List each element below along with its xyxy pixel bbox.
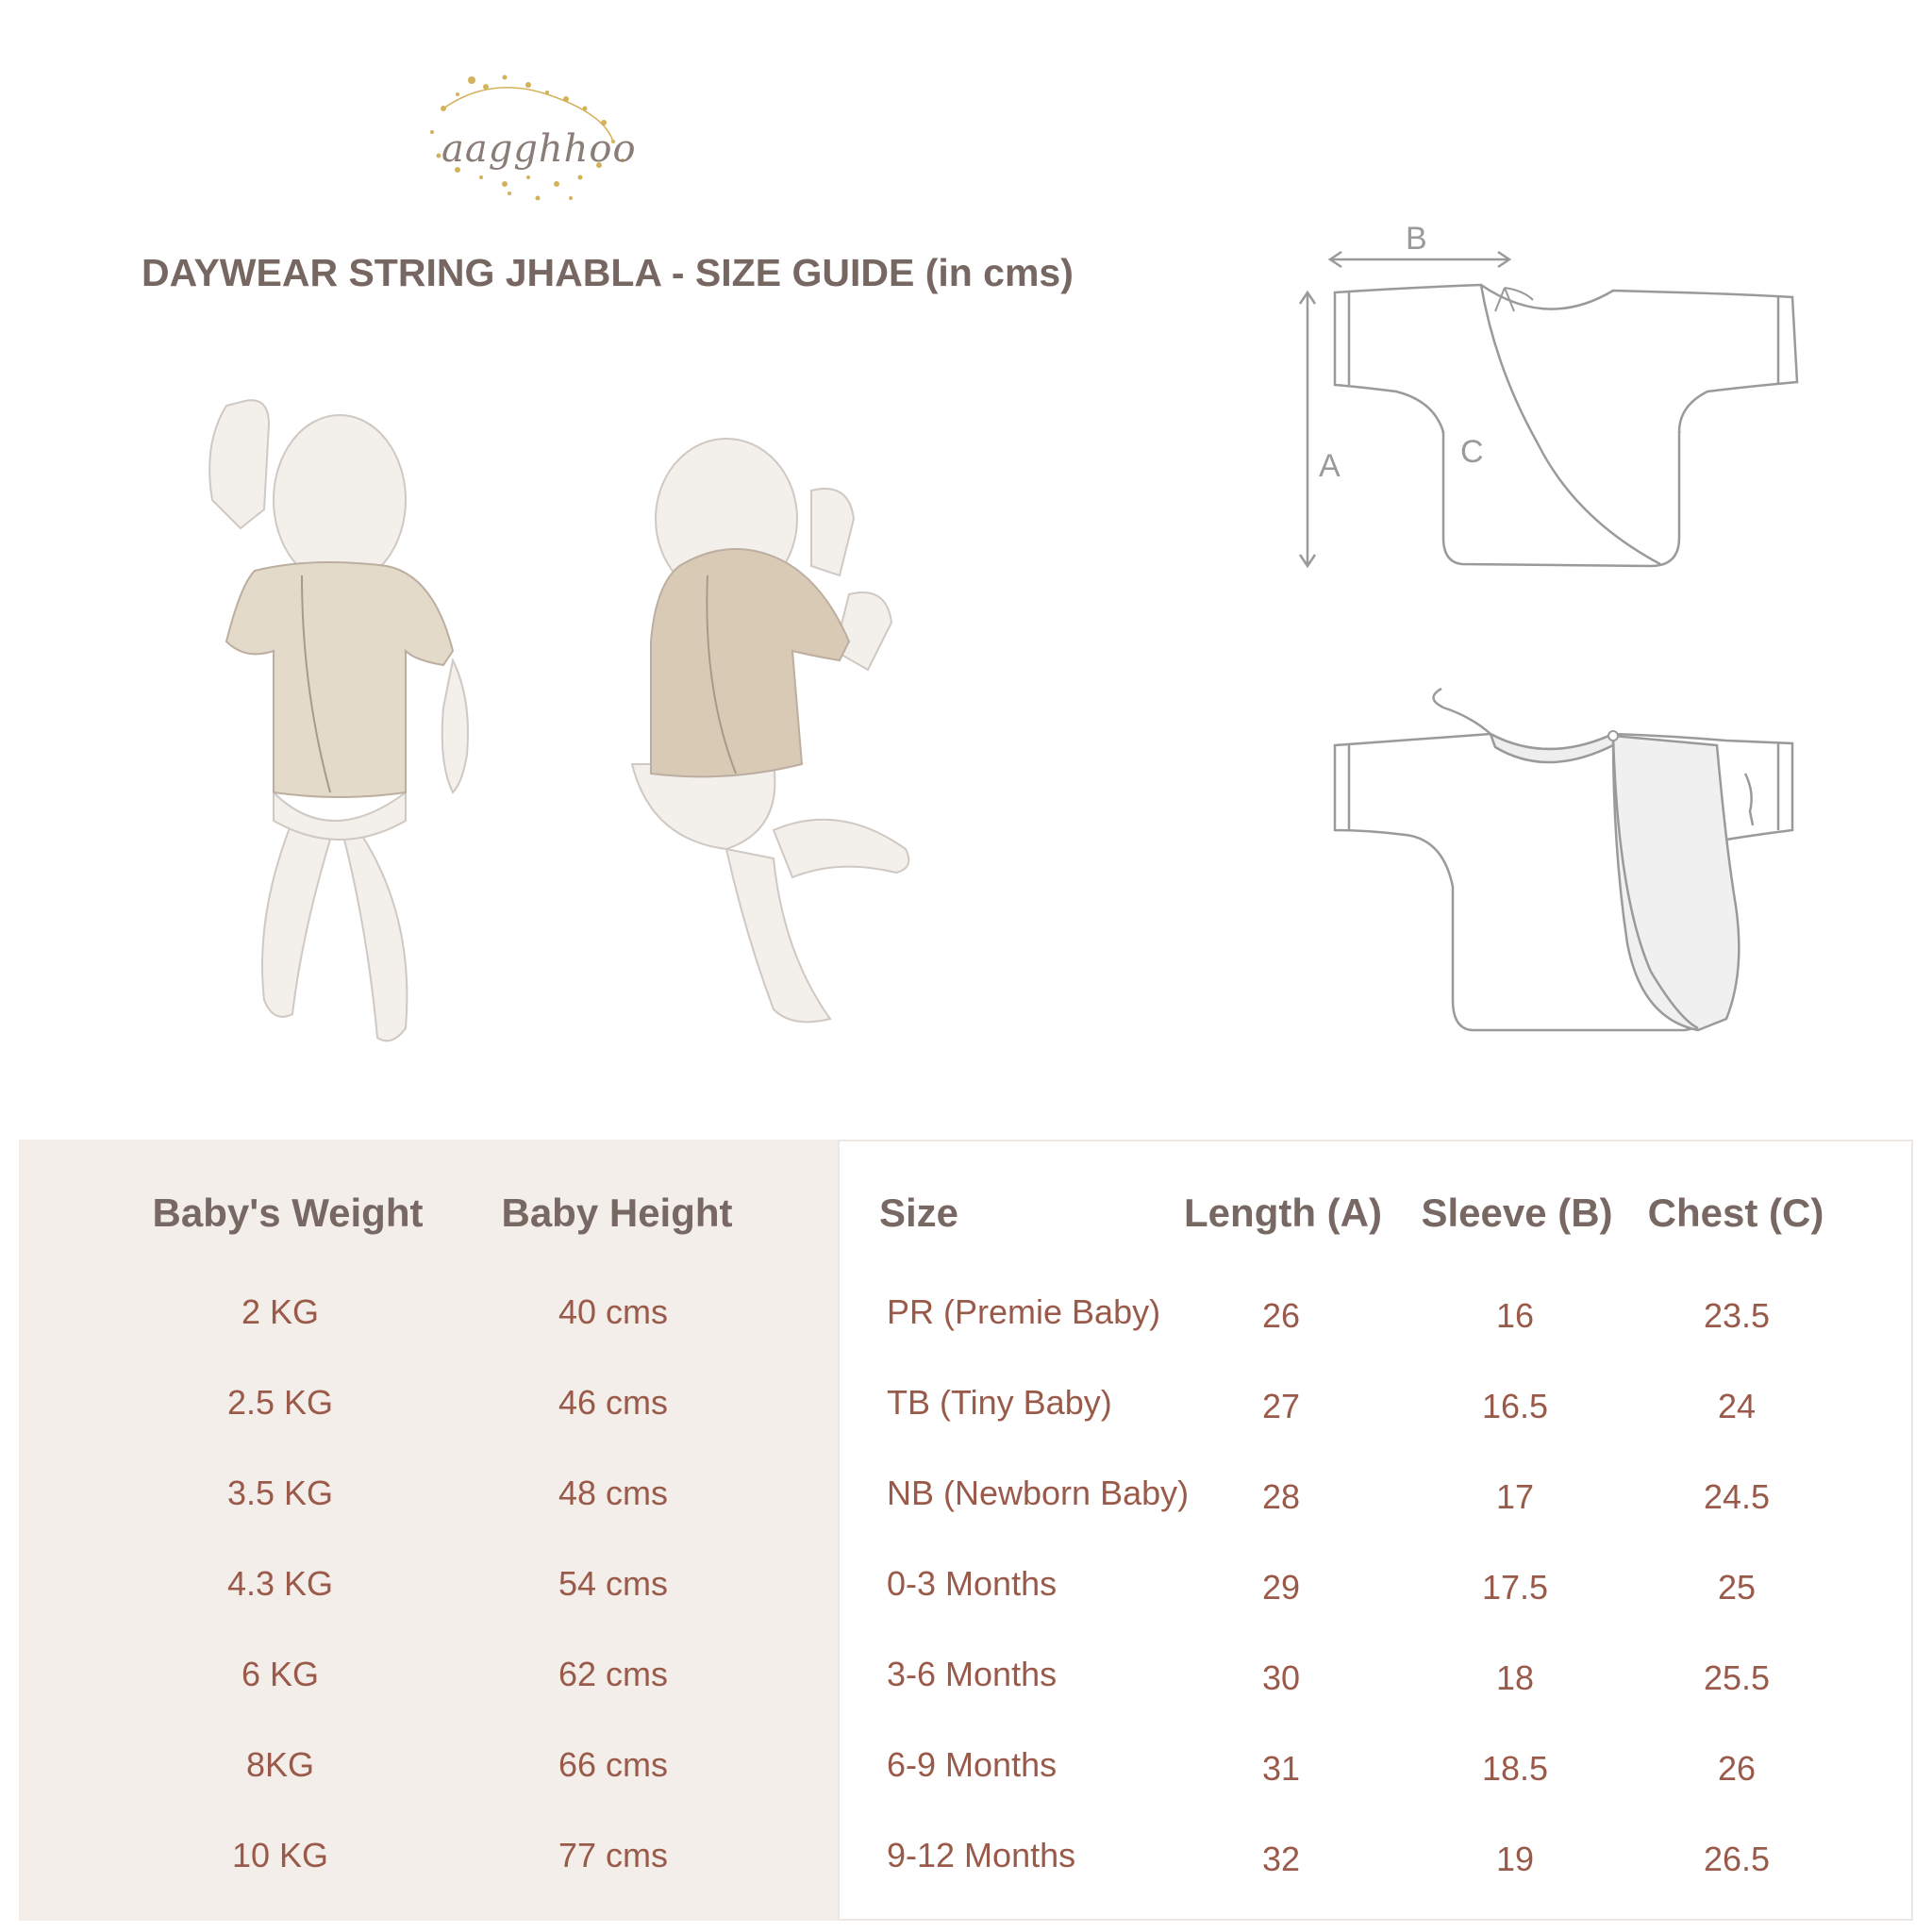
table-cell-height: 77 cms <box>558 1836 669 1874</box>
table-cell-height: 66 cms <box>558 1745 669 1784</box>
table-cell-height: 54 cms <box>558 1564 669 1603</box>
garment-open-diagram <box>1302 660 1811 1057</box>
table-cell-weight: 3.5 KG <box>226 1474 334 1512</box>
table-cell-chest: 25.5 <box>1703 1658 1771 1697</box>
table-cell-length: 27 <box>1261 1387 1301 1425</box>
table-cell-length: 31 <box>1261 1749 1301 1788</box>
dimension-label-c: C <box>1460 434 1484 470</box>
table-cell-weight: 6 KG <box>241 1655 320 1693</box>
baby-front-illustration <box>189 387 519 1047</box>
table-cell-sleeve: 17 <box>1495 1477 1535 1516</box>
table-cell-weight: 10 KG <box>231 1836 329 1874</box>
table-cell-sleeve: 17.5 <box>1481 1568 1549 1607</box>
header-chest: Chest (C) <box>1647 1191 1824 1235</box>
size-measurements-panel <box>838 1140 1913 1921</box>
table-cell-sleeve: 16.5 <box>1481 1387 1549 1425</box>
header-babys-weight: Baby's Weight <box>152 1191 424 1235</box>
table-cell-size: 3-6 Months <box>887 1655 1058 1693</box>
table-cell-weight: 2 KG <box>241 1292 320 1331</box>
table-cell-height: 62 cms <box>558 1655 669 1693</box>
table-cell-sleeve: 19 <box>1495 1840 1535 1878</box>
dimension-label-b: B <box>1406 221 1427 257</box>
table-cell-chest: 25 <box>1717 1568 1757 1607</box>
table-cell-length: 28 <box>1261 1477 1301 1516</box>
table-cell-size: 9-12 Months <box>887 1836 1076 1874</box>
table-cell-height: 48 cms <box>558 1474 669 1512</box>
table-cell-height: 40 cms <box>558 1292 669 1331</box>
header-sleeve: Sleeve (B) <box>1421 1191 1613 1235</box>
table-cell-length: 30 <box>1261 1658 1301 1697</box>
garment-front-diagram <box>1292 217 1821 594</box>
table-cell-size: 6-9 Months <box>887 1745 1058 1784</box>
table-cell-weight: 2.5 KG <box>226 1383 334 1422</box>
table-cell-chest: 26 <box>1717 1749 1757 1788</box>
table-cell-chest: 26.5 <box>1703 1840 1771 1878</box>
logo-text: aagghhoo <box>441 127 637 171</box>
weight-height-panel <box>19 1140 838 1921</box>
table-cell-sleeve: 16 <box>1495 1296 1535 1335</box>
table-cell-sleeve: 18.5 <box>1481 1749 1549 1788</box>
table-cell-length: 29 <box>1261 1568 1301 1607</box>
dimension-label-a: A <box>1319 448 1341 484</box>
table-cell-size: NB (Newborn Baby) <box>887 1474 1190 1512</box>
table-cell-height: 46 cms <box>558 1383 669 1422</box>
table-cell-chest: 24.5 <box>1703 1477 1771 1516</box>
table-cell-size: PR (Premie Baby) <box>887 1292 1161 1331</box>
table-cell-weight: 8KG <box>245 1745 315 1784</box>
baby-side-illustration <box>613 425 934 1038</box>
page-title: DAYWEAR STRING JHABLA - SIZE GUIDE (in cms) <box>142 251 1074 294</box>
table-cell-chest: 23.5 <box>1703 1296 1771 1335</box>
table-cell-size: TB (Tiny Baby) <box>887 1383 1112 1422</box>
header-baby-height: Baby Height <box>501 1191 733 1235</box>
table-cell-sleeve: 18 <box>1495 1658 1535 1697</box>
table-cell-length: 32 <box>1261 1840 1301 1878</box>
header-length: Length (A) <box>1184 1191 1382 1235</box>
header-size: Size <box>879 1191 959 1235</box>
table-cell-length: 26 <box>1261 1296 1301 1335</box>
table-cell-chest: 24 <box>1717 1387 1757 1425</box>
table-cell-size: 0-3 Months <box>887 1564 1058 1603</box>
table-cell-weight: 4.3 KG <box>226 1564 334 1603</box>
